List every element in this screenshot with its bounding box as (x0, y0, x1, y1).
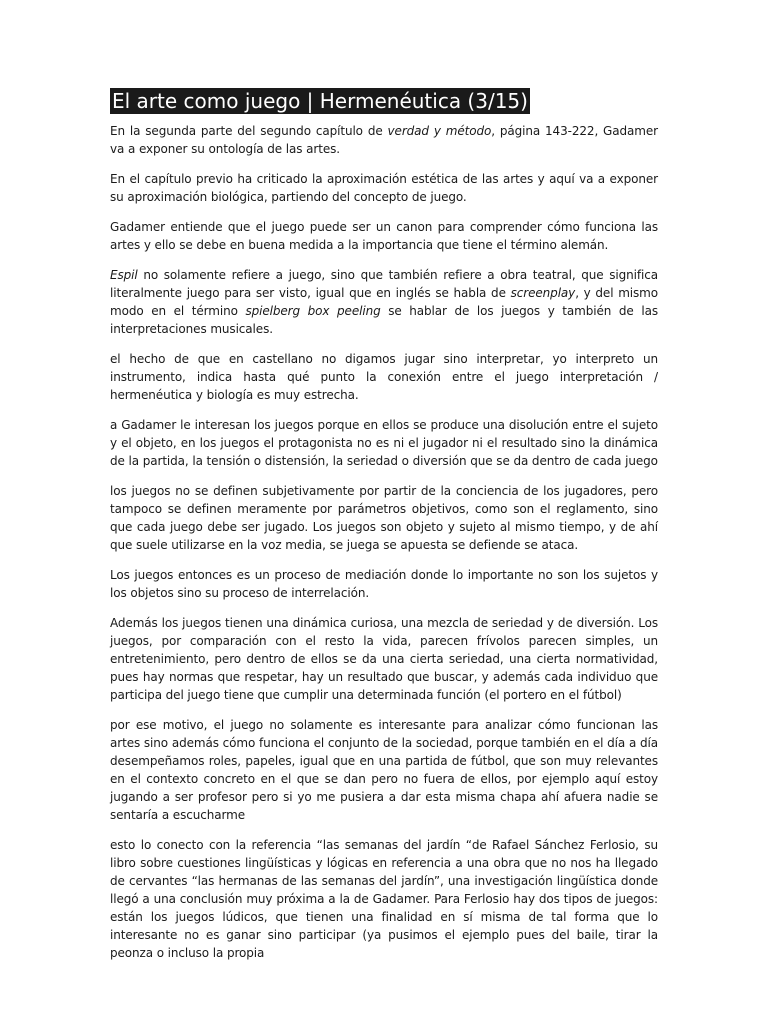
paragraph (110, 122, 658, 158)
paragraph-text: Los juegos entonces es un proceso de mediación donde lo importante no son los sujetos y los objetos sino su proceso de interrelación. (110, 568, 658, 600)
paragraph-text: el hecho de que en castellano no digamos jugar sino interpretar, yo interpreto un instrumento, indica hasta qué punto la conexión entre el juego interpretación / hermenéutica y biología es muy estrecha. (110, 352, 658, 402)
paragraph-text: , página 143-222, Gadamer va a exponer su ontología de las artes. (110, 124, 658, 156)
italic-text: Espil (110, 268, 138, 282)
paragraph-text: Gadamer entiende que el juego puede ser un canon para comprender cómo funciona las artes y ello se debe en buena medida a la importancia que tiene el término alemán. (110, 220, 658, 252)
paragraph (110, 416, 658, 470)
paragraph (110, 218, 658, 254)
document-body (110, 122, 658, 962)
paragraph-text: se hablar de los juegos y también de las interpretaciones musicales. (110, 304, 658, 336)
italic-text: screenplay (510, 286, 576, 300)
paragraph-text: En la segunda parte del segundo capítulo de (110, 124, 388, 138)
paragraph (110, 266, 658, 338)
italic-text: verdad y método (387, 124, 492, 138)
paragraph-text: a Gadamer le interesan los juegos porque en ellos se produce una disolución entre el sujeto y el objeto, en los juegos el protagonista no es ni el jugador ni el resultado sino la dinámica de la partida, la tensión o distensión, la seriedad o diversión que se da dentro de cada juego (110, 418, 658, 468)
paragraph-text: los juegos no se definen subjetivamente por partir de la conciencia de los jugadores, pero tampoco se definen meramente por parámetros objetivos, como son el reglamento, sino que cada juego debe ser jugado. Los juegos son objeto y sujeto al mismo tiempo, y de ahí que suele utilizarse en la voz media, se juega se apuesta se defiende se ataca. (110, 484, 658, 552)
paragraph (110, 716, 658, 824)
document-title: El arte como juego | Hermenéutica (3/15) (112, 89, 528, 113)
paragraph-text: , y del mismo modo en el término (110, 286, 659, 318)
paragraph-text: por ese motivo, el juego no solamente es interesante para analizar cómo funcionan las artes sino además cómo funciona el conjunto de la sociedad, porque también en el día a día desempeñamos roles, papeles, igual que en una partida de fútbol, que son muy relevantes en el contexto concreto en el que se dan pero no fuera de ellos, por ejemplo aquí estoy jugando a ser profesor pero si yo me pusiera a dar esta misma chapa ahí afuera nadie se sentaría a escucharme (110, 718, 658, 822)
paragraph-text: Además los juegos tienen una dinámica curiosa, una mezcla de seriedad y de diversión. Los juegos, por comparación con el resto la vida, parecen frívolos parecen simples, un entretenimiento, pero dentro de ellos se da una cierta seriedad, una cierta normatividad, pues hay normas que respetar, hay un resultado que buscar, y además cada individuo que participa del juego tiene que cumplir una determinada función (el portero en el fútbol) (110, 616, 658, 702)
italic-text: spielberg box peeling (245, 304, 381, 318)
paragraph (110, 170, 658, 206)
paragraph-text: En el capítulo previo ha criticado la aproximación estética de las artes y aquí va a exponer su aproximación biológica, partiendo del concepto de juego. (110, 172, 658, 204)
paragraph (110, 566, 658, 602)
paragraph-text: esto lo conecto con la referencia “las semanas del jardín “de Rafael Sánchez Ferlosio, su libro sobre cuestiones lingüísticas y lógicas en referencia a una obra que no nos ha llegado de cervantes “las hermanas de las semanas del jardín”, una investigación lingüística donde llegó a una conclusión muy próxima a la de Gadamer. Para Ferlosio hay dos tipos de juegos: están los juegos lúdicos, que tienen una finalidad en sí misma de tal forma que lo interesante no es ganar sino participar (ya pusimos el ejemplo pues del baile, tirar la peonza o incluso la propia (110, 838, 658, 960)
paragraph (110, 614, 658, 704)
paragraph (110, 482, 658, 554)
paragraph (110, 836, 658, 962)
paragraph (110, 350, 658, 404)
paragraph-text: no solamente refiere a juego, sino que también refiere a obra teatral, que significa literalmente juego para ser visto, igual que en inglés se habla de (110, 268, 658, 300)
